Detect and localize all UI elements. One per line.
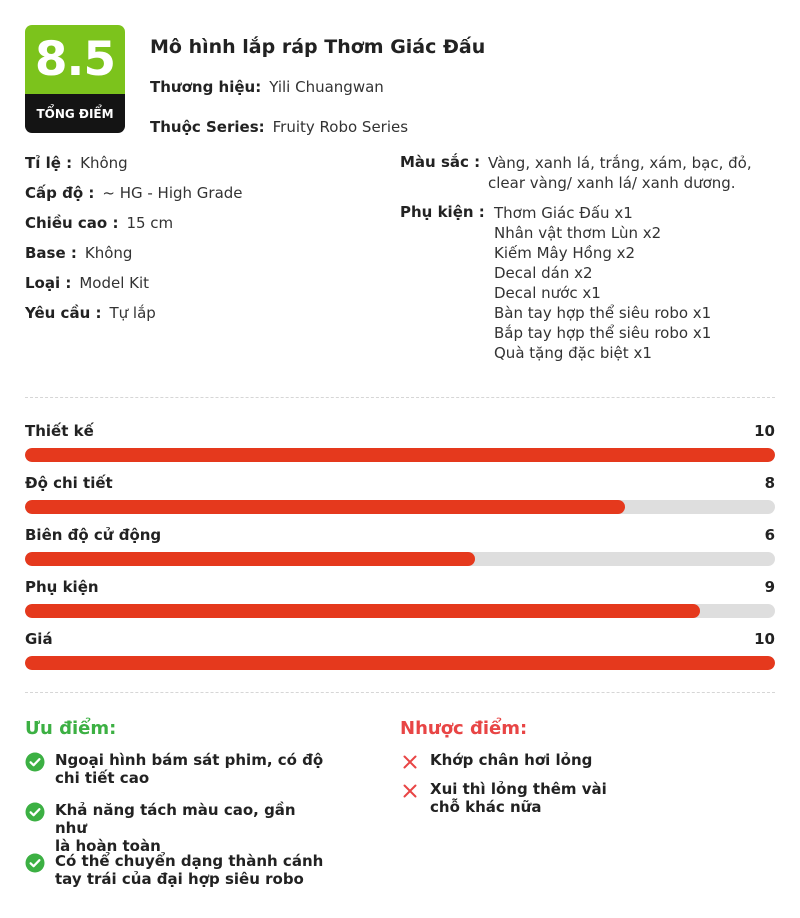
- pros-title: Ưu điểm:: [25, 718, 117, 739]
- spec-label: Cấp độ :: [25, 184, 95, 202]
- rating-label: Phụ kiện: [25, 578, 99, 596]
- check-circle-icon: [25, 802, 45, 822]
- check-circle-icon: [25, 853, 45, 873]
- accessory-item: Nhân vật thơm Lùn x2: [494, 224, 662, 242]
- spec-row: [25, 213, 243, 243]
- overall-score-label: TỔNG ĐIỂM: [25, 94, 125, 133]
- cross-icon: [400, 752, 420, 772]
- accessory-item: Thơm Giác Đấu x1: [494, 204, 633, 222]
- rating-score: 10: [754, 422, 775, 440]
- spec-value: 15 cm: [126, 214, 174, 232]
- accessory-item: Bàn tay hợp thể siêu robo x1: [494, 304, 712, 322]
- rating-label: Độ chi tiết: [25, 474, 113, 492]
- rating-score: 9: [764, 578, 775, 596]
- accessory-item: Kiếm Mây Hồng x2: [494, 244, 636, 262]
- rating-track: [25, 656, 775, 670]
- spec-row: [25, 183, 243, 213]
- pro-item-line: Ngoại hình bám sát phim, có độ: [55, 751, 324, 769]
- brand-label: Thương hiệu:: [150, 78, 262, 96]
- rating-track: [25, 500, 775, 514]
- rating-head: [25, 473, 775, 493]
- cons-title: Nhược điểm:: [400, 718, 528, 739]
- rating-score: 8: [764, 474, 775, 492]
- rating-label: Giá: [25, 630, 53, 648]
- pro-item-line: là hoàn toàn: [55, 837, 161, 855]
- overall-score-badge: [25, 25, 125, 133]
- accessories-label: Phụ kiện :: [400, 203, 485, 221]
- pro-item-text: [55, 801, 325, 855]
- rating-fill: [25, 552, 475, 566]
- rating-row: [25, 577, 775, 618]
- accessory-item: Bắp tay hợp thể siêu robo x1: [494, 324, 712, 342]
- colors-line: Vàng, xanh lá, trắng, xám, bạc, đỏ,: [488, 154, 752, 172]
- series-label: Thuộc Series:: [150, 118, 265, 136]
- spec-label: Chiều cao :: [25, 214, 119, 232]
- rating-score: 10: [754, 630, 775, 648]
- con-item-text: [430, 780, 700, 816]
- colors-label: Màu sắc :: [400, 153, 481, 171]
- pro-item-line: tay trái của đại hợp siêu robo: [55, 870, 304, 888]
- con-item-line: Khớp chân hơi lỏng: [430, 751, 593, 769]
- spec-label: Base :: [25, 244, 77, 262]
- spec-value: Model Kit: [79, 274, 150, 292]
- spec-row: [25, 243, 243, 273]
- series-value: Fruity Robo Series: [272, 118, 409, 136]
- overall-score-value: 8.5: [25, 25, 125, 94]
- rating-head: [25, 629, 775, 649]
- pro-item-text: [55, 751, 325, 787]
- spec-row: [25, 153, 243, 183]
- rating-row: [25, 421, 775, 462]
- brand-row: [150, 78, 384, 96]
- pro-item-line: Có thể chuyển dạng thành cánh: [55, 852, 324, 870]
- spec-value: Không: [80, 154, 128, 172]
- rating-head: [25, 577, 775, 597]
- rating-track: [25, 552, 775, 566]
- pro-item-line: chi tiết cao: [55, 769, 150, 787]
- spec-list-left: [25, 153, 243, 333]
- spec-value: Không: [84, 244, 133, 262]
- accessory-item: Decal dán x2: [494, 264, 593, 282]
- spec-label: Yêu cầu :: [25, 304, 102, 322]
- rating-row: [25, 525, 775, 566]
- brand-value: Yili Chuangwan: [269, 78, 384, 96]
- rating-fill: [25, 604, 700, 618]
- cross-icon: [400, 781, 420, 801]
- rating-row: [25, 473, 775, 514]
- rating-score: 6: [764, 526, 775, 544]
- pro-item-text: [55, 852, 325, 888]
- check-circle-icon: [25, 752, 45, 772]
- spec-row: [25, 273, 243, 303]
- colors-values: [488, 153, 752, 193]
- spec-value: Tự lắp: [109, 304, 156, 322]
- rating-fill: [25, 448, 775, 462]
- spec-label: Loại :: [25, 274, 72, 292]
- con-item-text: [430, 751, 700, 769]
- accessory-item: Quà tặng đặc biệt x1: [494, 344, 652, 362]
- accessory-item: Decal nước x1: [494, 284, 601, 302]
- rating-fill: [25, 500, 625, 514]
- colors-line: clear vàng/ xanh lá/ xanh dương.: [488, 174, 736, 192]
- divider-top: [25, 397, 775, 398]
- rating-label: Biên độ cử động: [25, 526, 162, 544]
- rating-head: [25, 421, 775, 441]
- spec-label: Tỉ lệ :: [25, 154, 73, 172]
- divider-bottom: [25, 692, 775, 693]
- rating-head: [25, 525, 775, 545]
- rating-track: [25, 604, 775, 618]
- pro-item-line: Khả năng tách màu cao, gần như: [55, 801, 296, 837]
- rating-fill: [25, 656, 775, 670]
- spec-row: [25, 303, 243, 333]
- series-row: [150, 118, 408, 136]
- rating-label: Thiết kế: [25, 422, 94, 440]
- accessories-values: [494, 203, 711, 363]
- rating-row: [25, 629, 775, 670]
- con-item-line: Xui thì lỏng thêm vài: [430, 780, 607, 798]
- con-item-line: chỗ khác nữa: [430, 798, 542, 816]
- product-title: Mô hình lắp ráp Thơm Giác Đấu: [150, 36, 486, 58]
- spec-value: ~ HG - High Grade: [102, 184, 243, 202]
- rating-track: [25, 448, 775, 462]
